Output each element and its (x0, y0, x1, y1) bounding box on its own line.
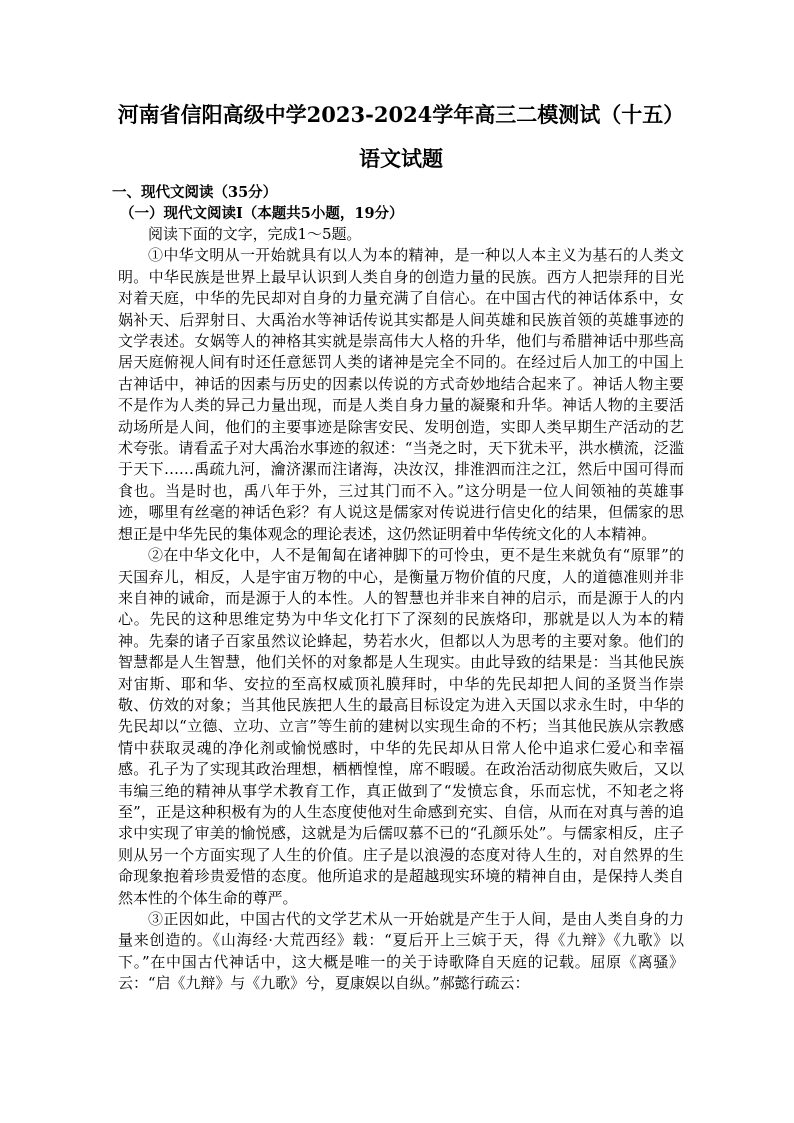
paragraph-2: ②在中华文化中，人不是匍匐在诸神脚下的可怜虫，更不是生来就负有“原罪”的天国弃儿，相反，人是宇宙万物的中心，是衡量万物价值的尺度，人的道德准则并非来自神的诫命，而是源于人的本性。人的智慧也并非来自神的启示，而是源于人的内心。先民的这种思维定势为中华文化打下了深刻的民族烙印，那就是以人为本的精神。先秦的诸子百家虽然议论蜂起，势若水火，但都以人为思考的主要对象。他们的智慧都是人生智慧，他们关怀的对象都是人生现实。由此导致的结果是：当其他民族对宙斯、耶和华、安拉的至高权威顶礼膜拜时，中华的先民却把人间的圣贤当作崇敬、仿效的对象；当其他民族把人生的最高目标设定为进入天国以求永生时，中华的先民却以“立德、立功、立言”等生前的建树以实现生命的不朽；当其他民族从宗教感情中获取灵魂的净化剂或愉悦感时，中华的先民却从日常人伦中追求仁爱心和幸福感。孔子为了实现其政治理想，栖栖惶惶，席不暇暖。在政治活动彻底失败后，又以韦编三绝的精神从事学术教育工作，真正做到了“发愤忘食，乐而忘忧，不知老之将至”，正是这种积极有为的人生态度使他对生命感到充实、自信，从而在对真与善的追求中实现了审美的愉悦感，这就是为后儒叹慕不已的“孔颜乐处”。与儒家相反，庄子则从另一个方面实现了人生的价值。庄子是以浪漫的态度对待人生的，对自然界的生命现象抱着珍贵爱惜的态度。他所追求的是超越现实环境的精神自由，是保持人类自然本性的个体生命的尊严。 (118, 546, 684, 907)
exam-title: 河南省信阳高级中学2023-2024学年高三二模测试（十五） (117, 102, 685, 127)
paragraph-3: ③正因如此，中国古代的文学艺术从一开始就是产生于人间，是由人类自身的力量来创造的。《山海经·大荒西经》载：“夏后开上三嫔于天，得《九辩》《九歌》以下。”在中国古代神话中，这大概是唯一的关于诗歌降自天庭的记载。屈原《离骚》云：“启《九辩》与《九歌》兮，夏康娱以自纵。”郝懿行疏云： (118, 910, 684, 993)
instruction: 阅读下面的文字，完成1～5题。 (148, 225, 362, 243)
paragraph-1: ①中华文明从一开始就具有以人为本的精神，是一种以人本主义为基石的人类文明。中华民族是世界上最早认识到人类自身的创造力量的民族。西方人把崇拜的目光对着天庭，中华的先民却对自身的力量充满了自信心。在中国古代的神话体系中，女娲补天、后羿射日、大禹治水等神话传说其实都是人间英雄和民族首领的英雄事迹的文学表述。女娲等人的神格其实就是崇高伟大人格的升华，他们与希腊神话中那些高居天庭俯视人间有时还任意惩罚人类的诸神是完全不同的。在经过后人加工的中国上古神话中，神话的因素与历史的因素以传说的方式奇妙地结合起来了。神话人物主要不是作为人类的异己力量出现，而是人类自身力量的凝聚和升华。神话人物的主要活动场所是人间，他们的主要事迹是除害安民、发明创造，实即人类早期生产活动的艺术夸张。请看孟子对大禹治水事迹的叙述：“当尧之时，天下犹未平，洪水横流，泛滥于天下……禹疏九河，瀹济漯而注诸海，决汝汉，排淮泗而注之江，然后中国可得而食也。当是时也，禹八年于外，三过其门而不入。”这分明是一位人间领袖的英雄事迹，哪里有丝毫的神话色彩？有人说这是儒家对传说进行信史化的结果，但儒家的思想正是中华先民的集体观念的理论表述，这仍然证明着中华传统文化的人本精神。 (118, 246, 684, 543)
subsection-heading: （一）现代文阅读I（本题共5小题，19分） (120, 205, 404, 222)
section-heading: 一、现代文阅读（35分） (112, 184, 278, 201)
exam-subtitle: 语文试题 (359, 146, 443, 171)
